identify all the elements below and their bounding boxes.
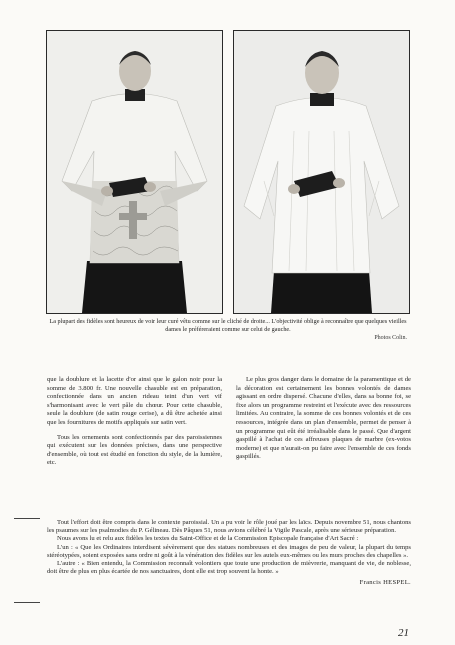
closing-text — [47, 519, 411, 588]
photo-lace-surplice — [46, 30, 223, 314]
page-number: 21 — [398, 627, 409, 639]
photo-simple-surplice — [233, 30, 410, 314]
author-signature: Francis HESPEL. — [359, 579, 411, 587]
margin-rule — [14, 602, 40, 603]
right-column — [236, 376, 411, 468]
paragraph: Nous avons lu et relu aux fidèles les textes du Saint-Office et de la Commission Episcopale française d'Art Sacré : — [57, 535, 359, 543]
margin-rule — [14, 518, 40, 519]
paragraph: L'un : « Que les Ordinaires interdisent sévèrement que des statues nombreuses et des images de peu de valeur, la plupart du temps stéréotypées, soient exposées sans ordre ni goût à la vénération des fidèles sur les autels eux-mêmes ou les murs proches des chapelles ». — [47, 543, 411, 559]
paragraph: L'autre : « Bien entendu, la Commission reconnaît volontiers que toute une production de mièvrerie, manquant de vie, de noblesse, doit être de plus en plus écartée de nos sanctuaires, dont elle est trop souvent la honte. » — [47, 560, 411, 576]
paragraph: Tous les ornements sont confectionnés par des paroissiennes qui exécutent sur les données précises, dans une perspective d'ensemble, où tout est étudié en fonction du style, de la lumière, etc. — [47, 433, 222, 467]
paragraph: que la doublure et la lacette d'or ainsi que le galon noir pour la somme de 3.800 fr. Une nouvelle chasuble est en préparation, confectionnée dans un ancien rideau teint d'un vert vif s'harmonisant avec le vert pâle du chœur. Pour cette chasuble, seule la doublure (de satin rouge cerise), a dû être achetée ainsi que les fournitures de motifs appliqués sur satin vert. — [47, 376, 222, 426]
photo-caption: La plupart des fidèles sont heureux de voir leur curé vêtu comme sur le cliché de droite... L'objectivité oblige à reconnaître que quelques vieilles dames le préféreraient comme sur celui de gauche. — [49, 318, 407, 333]
photo-credit: Photos Colin. — [374, 335, 407, 341]
left-column — [47, 376, 222, 474]
paragraph: Tout l'effort doit être compris dans le contexte paroissial. Un a pu voir le rôle joué par les laïcs. Depuis novembre 51, nous chantons les psaumes sur les psalmodies du P. Gélineau. Dès Pâques 51, nous avions célébré la Vigile Pascale, après une sérieuse préparation. — [47, 519, 411, 535]
paragraph: Le plus gros danger dans le domaine de la paramentique et de la décoration est certainement les bonnes volontés de dames agissant en ordre dispersé. Chacune d'elles, dans sa bonne foi, se fixe alors un programme restreint et l'exécute avec des ressources limitées. Au contraire, la somme de ces bonnes volontés et de ces ressources, intégrée dans un plan d'ensemble, permet de penser à un programme qui eût été irréalisable dans le passé. Que d'argent gaspillé à l'achat de ces affreuses plaques de marbre (ex-votos moderne) et que n'aurait-on pu faire avec l'ensemble de ces fonds gaspillés. — [236, 376, 411, 461]
